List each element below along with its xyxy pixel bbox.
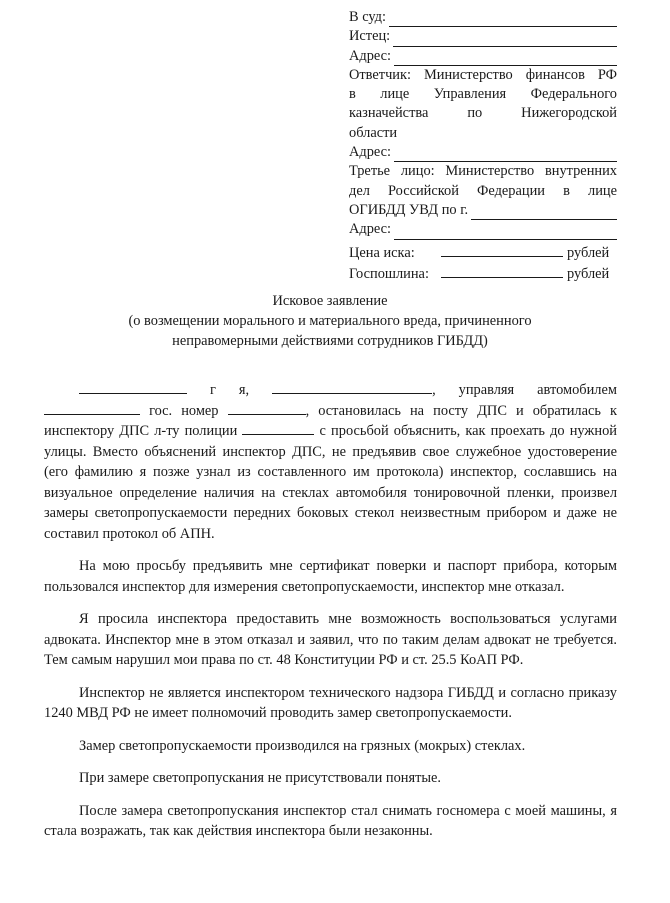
- p1-stopped: , остановилась на посту ДПС и обратилась к инспектору ДПС л-ту полиции: [44, 402, 617, 439]
- address3-blank: [394, 225, 617, 240]
- addressee-block: [349, 8, 617, 284]
- paragraph-1-rest: [44, 401, 617, 545]
- plaintiff-line: [349, 27, 617, 46]
- third-party-line-3: [349, 201, 617, 220]
- car-blank: [44, 402, 140, 415]
- title-line-2: (о возмещении морального и материального вреда, причиненного: [128, 313, 532, 329]
- claim-price-blank: [441, 242, 563, 257]
- name-blank: [272, 381, 432, 394]
- inspector-blank: [242, 422, 314, 435]
- plaintiff-blank: [393, 32, 617, 47]
- fee-line: [349, 263, 617, 284]
- claim-price-line: [349, 242, 617, 263]
- third-party-line-2: дел Российской Федерации в лице: [349, 182, 617, 199]
- plaintiff-label: Истец:: [349, 28, 391, 45]
- paragraph-5: Замер светопропускаемости производился на грязных (мокрых) стеклах.: [79, 737, 526, 754]
- p1-year-i: г я,: [209, 382, 250, 398]
- plate-blank: [228, 402, 306, 415]
- fee-blank: [441, 263, 563, 278]
- document-title: [60, 291, 600, 351]
- third-party-city-label: ОГИБДД УВД по г.: [349, 201, 469, 218]
- claim-price-unit: рублей: [567, 244, 610, 261]
- title-line-1: Исковое заявление: [272, 293, 388, 309]
- fee-unit: рублей: [567, 265, 610, 282]
- address3-label: Адрес:: [349, 221, 392, 238]
- p1-plate-label: гос. номер: [149, 402, 219, 419]
- claim-price-label: Цена иска:: [349, 244, 415, 261]
- address3-line: [349, 220, 617, 239]
- defendant-line-2: в лице Управления Федерального: [349, 86, 617, 103]
- address-blank: [394, 51, 617, 66]
- date-blank: [79, 381, 187, 394]
- title-line-3: неправомерными действиями сотрудников ГИБДД): [172, 333, 488, 349]
- court-blank: [389, 12, 617, 27]
- third-party-line-1: Третье лицо: Министерство внутренних: [349, 163, 617, 180]
- address2-label: Адрес:: [349, 144, 392, 161]
- p1-rest: с просьбой объяснить, как проехать до нужной улицы. Вместо объяснений инспектор ДПС, не предъявив свое служебное удостоверение (его фамилию я позже узнал из составленного им протокола) инспектор, сославшись на визуальное определение наличия на стеклах автомобиля тонировочной пленки, произвел замеры светопропускаемости передних боковых стекол неизвестным прибором и даже не составил протокол об АПН.: [44, 423, 617, 542]
- address2-line: [349, 143, 617, 162]
- paragraph-2: На мою просьбу предъявить мне сертификат поверки и паспорт прибора, которым пользовался инспектор для измерения светопропускаемости, инспектор мне отказал.: [44, 558, 617, 595]
- address2-blank: [394, 147, 617, 162]
- defendant-line-1: Ответчик: Министерство финансов РФ: [349, 66, 617, 83]
- claim-body: [44, 380, 617, 842]
- address-line: [349, 47, 617, 66]
- court-label: В суд:: [349, 9, 387, 25]
- defendant-line-3: казначейства по Нижегородской: [349, 105, 617, 122]
- fee-label: Госпошлина:: [349, 265, 429, 282]
- p1-driving: , управляя автомобилем: [432, 382, 617, 398]
- paragraph-3: Я просила инспектора предоставить мне возможность воспользоваться услугами адвоката. Инспектор мне в этом отказал и заявил, что по таким делам адвокат не требуется. Тем самым нарушил мои права по ст. 48 Конституции РФ и ст. 25.5 КоАП РФ.: [44, 611, 617, 668]
- paragraph-1-line-1: [44, 380, 617, 401]
- court-line: [349, 8, 617, 27]
- defendant-line-4: области: [349, 124, 398, 141]
- address-label: Адрес:: [349, 47, 392, 64]
- paragraph-7: После замера светопропускания инспектор стал снимать госномера с моей машины, я стала возражать, так как действия инспектора были незаконны.: [44, 802, 617, 839]
- paragraph-6: При замере светопропускания не присутствовали понятые.: [79, 770, 442, 786]
- paragraph-4: Инспектор не является инспектором технического надзора ГИБДД и согласно приказу 1240 МВД РФ не имеет полномочий проводить замер светопропускаемости.: [44, 684, 617, 721]
- city-blank: [471, 205, 617, 220]
